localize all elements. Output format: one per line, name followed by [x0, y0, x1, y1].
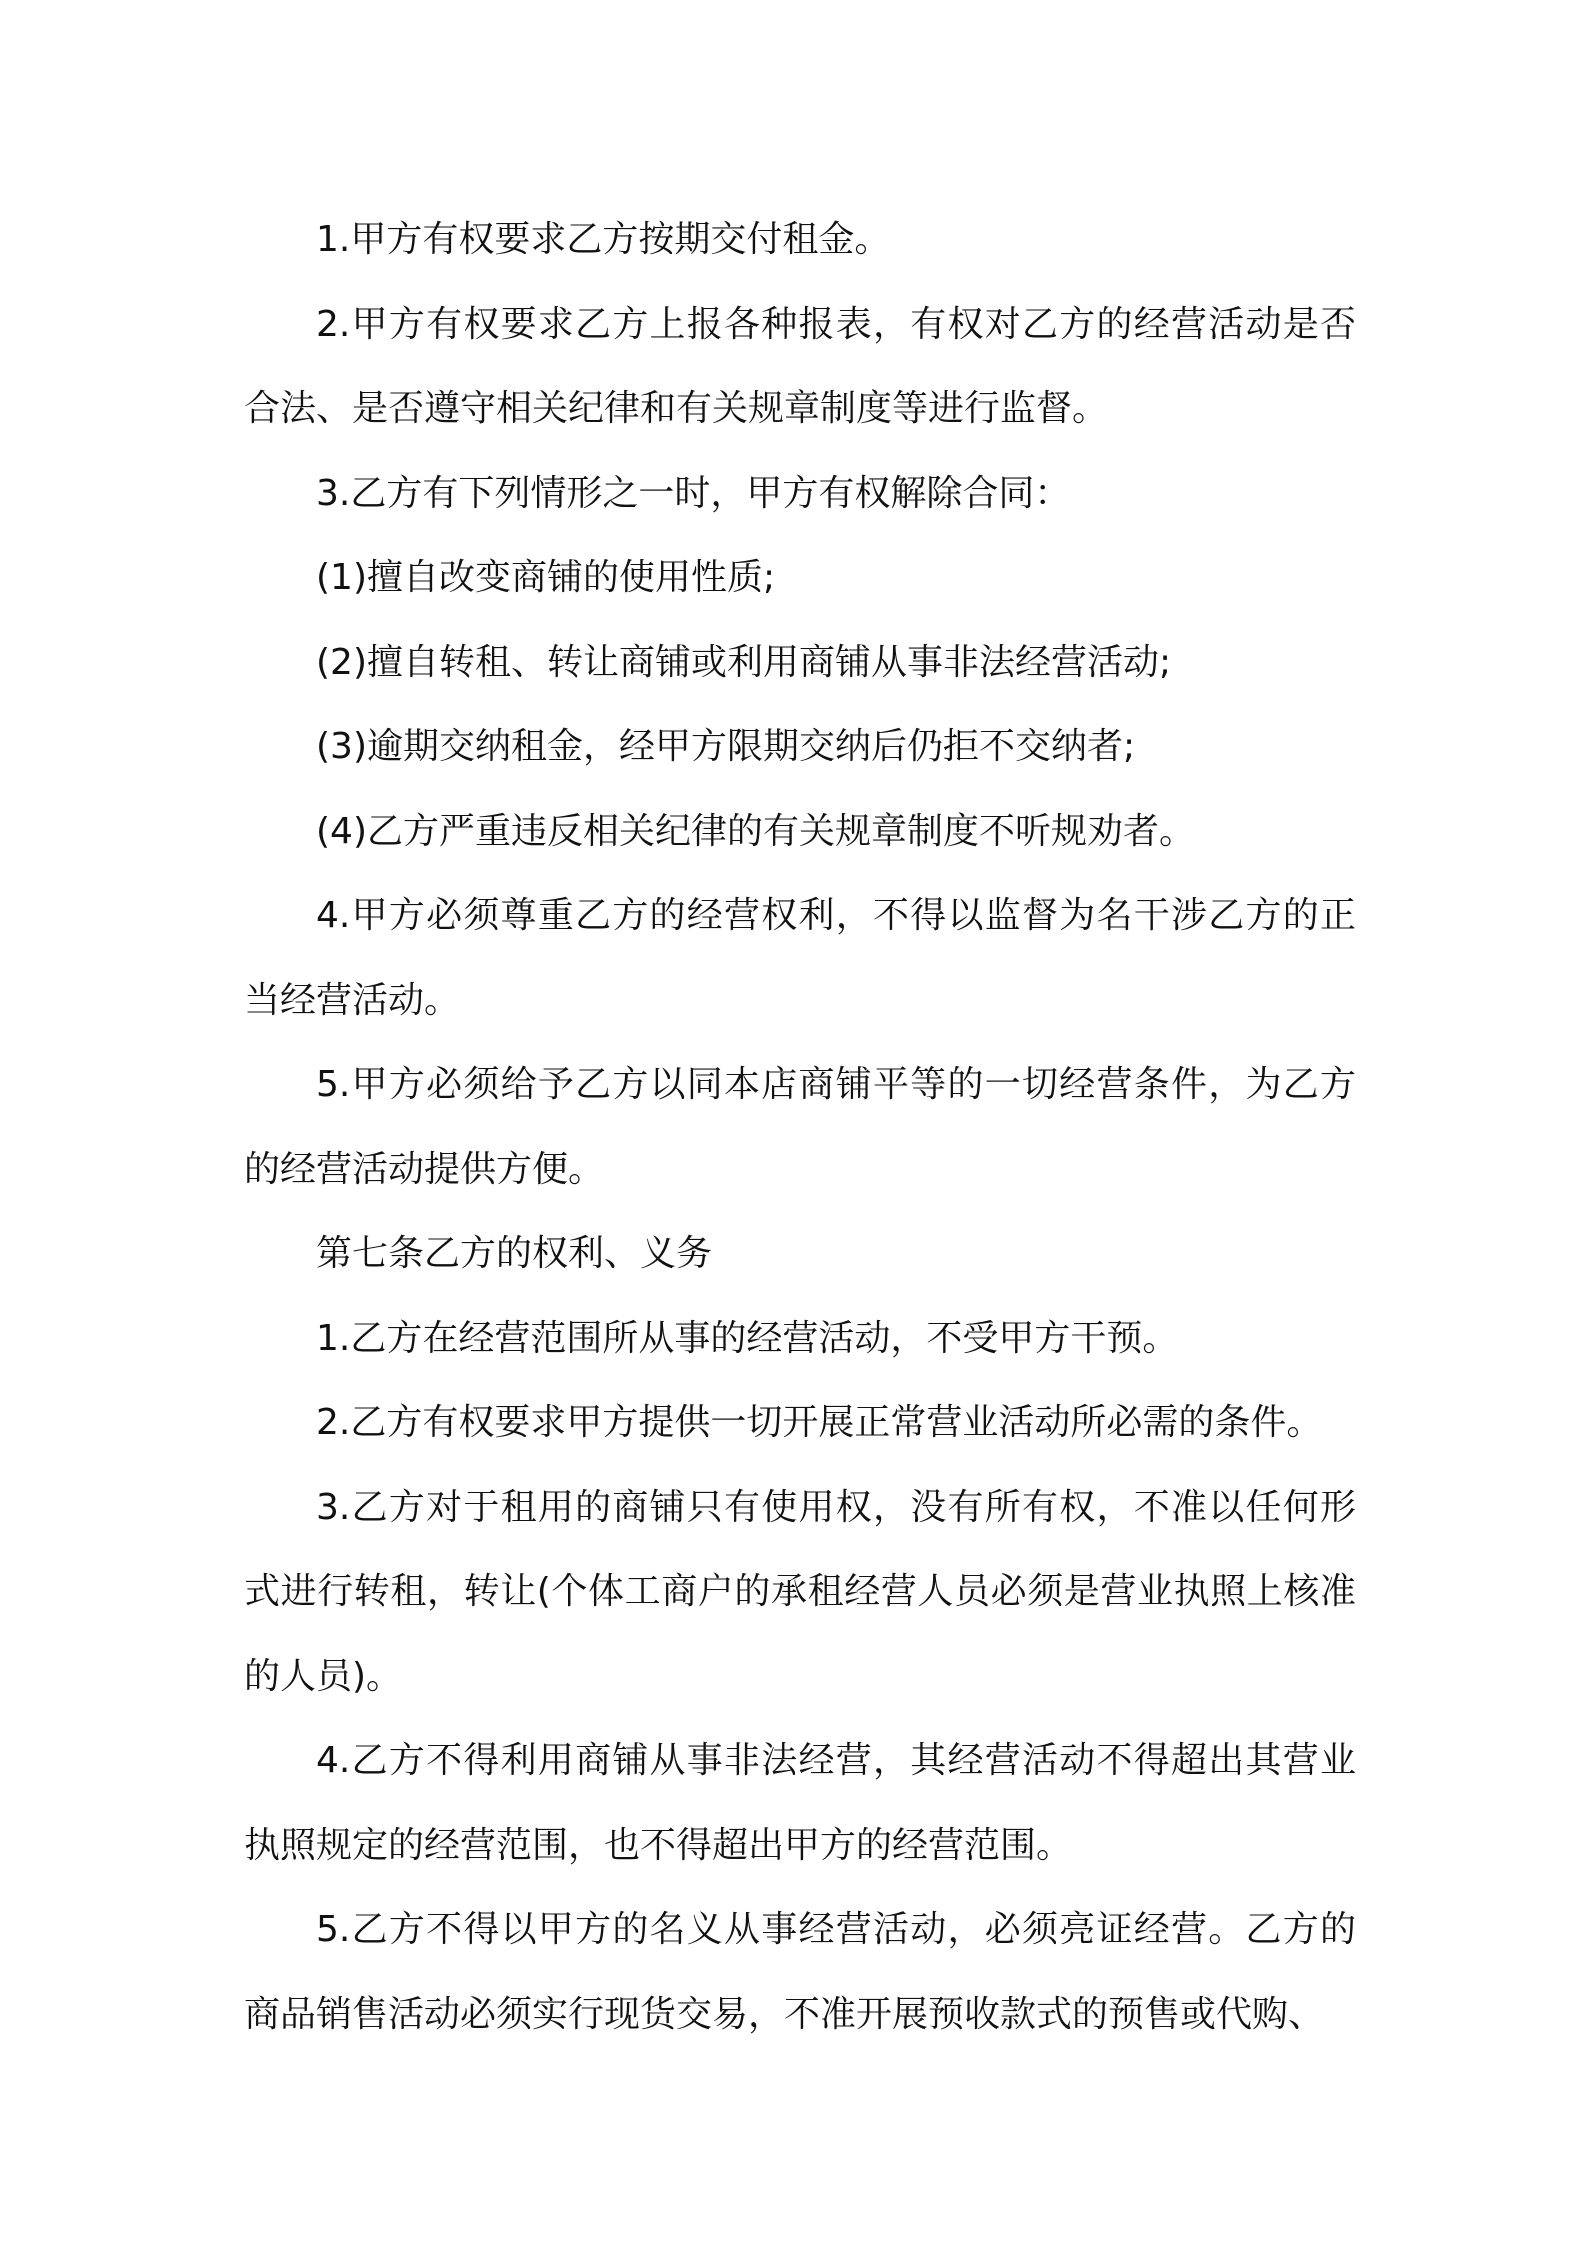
clause-paragraph: 5.甲方必须给予乙方以同本店商铺平等的一切经营条件，为乙方的经营活动提供方便。 — [244, 1064, 1356, 1190]
clause-paragraph: 3.乙方有下列情形之一时，甲方有权解除合同： — [316, 472, 1071, 514]
clause-paragraph: 1.乙方在经营范围所从事的经营活动，不受甲方干预。 — [316, 1317, 1179, 1359]
clause-paragraph: 1.甲方有权要求乙方按期交付租金。 — [316, 219, 891, 260]
clause-paragraph: 2.乙方有权要求甲方提供一切开展正常营业活动所必需的条件。 — [316, 1402, 1323, 1443]
sub-clause-paragraph: (2)擅自转租、转让商铺或利用商铺从事非法经营活动; — [316, 641, 1172, 683]
document-body — [244, 198, 1356, 2057]
clause-paragraph: 5.乙方不得以甲方的名义从事经营活动，必须亮证经营。乙方的商品销售活动必须实行现货交易，不准开展预收款式的预售或代购、 — [244, 1909, 1356, 2035]
sub-clause-paragraph: (4)乙方严重违反相关纪律的有关规章制度不听规劝者。 — [316, 810, 1195, 852]
clause-paragraph: 3.乙方对于租用的商铺只有使用权，没有所有权，不准以任何形式进行转租，转让(个体工商户的承租经营人员必须是营业执照上核准的人员)。 — [244, 1486, 1356, 1697]
sub-clause-paragraph: (3)逾期交纳租金，经甲方限期交纳后仍拒不交纳者; — [316, 726, 1136, 767]
article-heading: 第七条乙方的权利、义务 — [316, 1233, 713, 1274]
clause-paragraph: 4.甲方必须尊重乙方的经营权利，不得以监督为名干涉乙方的正当经营活动。 — [244, 895, 1356, 1021]
sub-clause-paragraph: (1)擅自改变商铺的使用性质; — [316, 557, 776, 598]
clause-paragraph: 4.乙方不得利用商铺从事非法经营，其经营活动不得超出其营业执照规定的经营范围，也不得超出甲方的经营范围。 — [244, 1740, 1356, 1866]
clause-paragraph: 2.甲方有权要求乙方上报各种报表，有权对乙方的经营活动是否合法、是否遵守相关纪律和有关规章制度等进行监督。 — [244, 303, 1356, 429]
